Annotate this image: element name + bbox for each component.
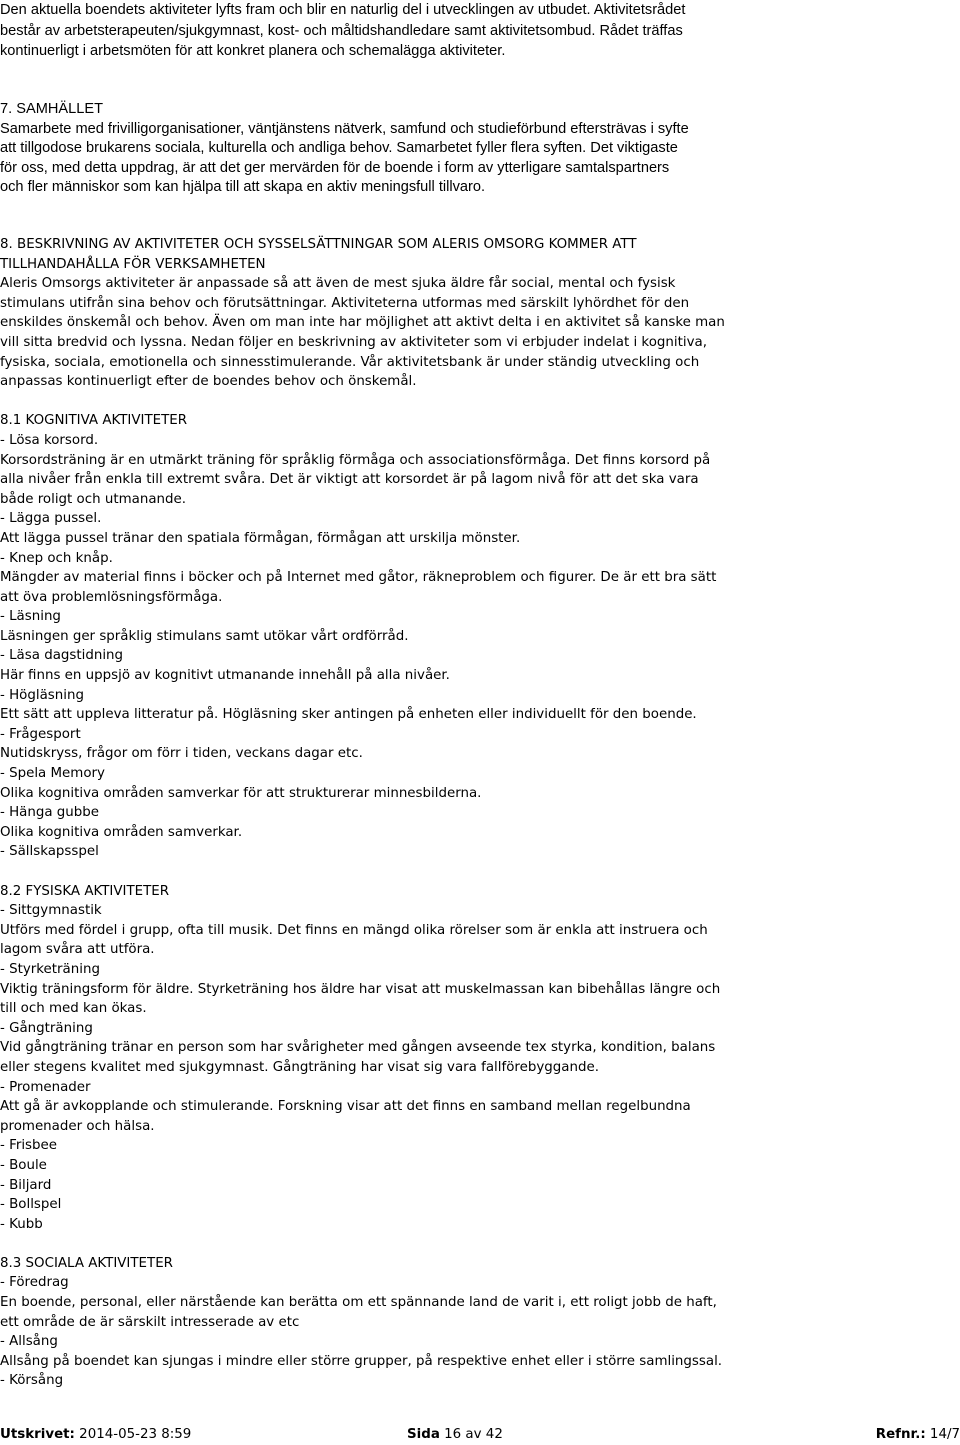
footer-ref-label: Refnr.:: [875, 1427, 926, 1442]
page-footer: [0, 1427, 960, 1445]
footer-page-number: [407, 1427, 503, 1442]
footer-printed-label: Utskrivet:: [0, 1427, 75, 1442]
footer-printed-value: 2014-05-23 8:59: [74, 1427, 192, 1442]
intro-paragraph: Den aktuella boendets aktiviteter lyfts fram och blir en naturlig del i utvecklingen av utbudet. Aktivitetsrådet består av arbetsterapeuten/sjukgymnast, kost- och måltidshandledare samt aktivitetsombud. Rådet träffas kontinuerligt i arbetsmöten för att konkret planera och schemalägga aktiviteter.: [0, 2, 686, 60]
footer-page-label: Sida: [407, 1427, 440, 1442]
footer-ref-value: 14/7: [925, 1427, 960, 1442]
footer-page-value: 16 av 42: [439, 1427, 503, 1442]
footer-printed: [0, 1427, 191, 1442]
footer-reference: [876, 1427, 960, 1442]
section-7-samhallet: 7. SAMHÄLLET Samarbete med frivilligorganisationer, väntjänstens nätverk, samfund och studieförbund eftersträvas i syfte att tillgodose brukarens sociala, kulturella och andliga behov. Samarbetet fyller flera syften. Det viktigaste för oss, med detta uppdrag, är att det ger mervärden för de boende i form av ytterligare samtalspartners och fler människor som kan hjälpa till att skapa en aktiv meningsfull tillvaro.: [0, 101, 689, 196]
section-8-aktiviteter: 8. BESKRIVNING AV AKTIVITETER OCH SYSSELSÄTTNINGAR SOM ALERIS OMSORG KOMMER ATT TILLHANDAHÅLLA FÖR VERKSAMHETEN Aleris Omsorgs aktiviteter är anpassade så att även de mest sjuka äldre får social, mental och fysisk stimulans utifrån sina behov och förutsättningar. Aktiviteterna utformas med särskilt lyhördhet för den enskildes önskemål och behov. Även om man inte har möjlighet att aktivt delta i en aktivitet så kanske man vill sitta bredvid och lyssna. Nedan följer en beskrivning av aktiviteter som vi erbjuder indelat i kognitiva, fysiska, sociala, emotionella och sinnesstimulerande. Vår aktivitetsbank är under ständig utveckling och anpassas kontinuerligt efter de boendes behov och önskemål. 8.1 KOGNITIVA AKTIVITETER - Lösa korsord. Korsordsträning är en utmärkt träning för språklig förmåga och associationsförmåga. Det finns korsord på alla nivåer från enkla till extremt svåra. Det är viktigt att korsordet är på lagom nivå för att det ska vara både roligt och utmanande. - Lägga pussel. Att lägga pussel tränar den spatiala förmågan, förmågan att urskilja mönster. - Knep och knåp. Mängder av material finns i böcker och på Internet med gåtor, räkneproblem och figurer. De är ett bra sätt att öva problemlösningsförmåga. - Läsning Läsningen ger språklig stimulans samt utökar vårt ordförråd. - Läsa dagstidning Här finns en uppsjö av kognitivt utmanande innehåll på alla nivåer. - Högläsning Ett sätt att uppleva litteratur på. Högläsning sker antingen på enheten eller individuellt för den boende. - Frågesport Nutidskryss, frågor om förr i tiden, veckans dagar etc. - Spela Memory Olika kognitiva områden samverkar för att strukturerar minnesbilderna. - Hänga gubbe Olika kognitiva områden samverkar. - Sällskapsspel 8.2 FYSISKA AKTIVITETER - Sittgymnastik Utförs med fördel i grupp, ofta till musik. Det finns en mängd olika rörelser som är enkla att instruera och lagom svåra att utföra. - Styrketräning Viktig träningsform för äldre. Styrketräning hos äldre har visat att muskelmassan kan bibehållas längre och till och med kan ökas. - Gångträning Vid gångträning tränar en person som har svårigheter med gången avseende tex styrka, kondition, balans eller stegens kvalitet med sjukgymnast. Gångträning har visat sig vara fallförebyggande. - Promenader Att gå är avkopplande och stimulerande. Forskning visar att det finns en samband mellan regelbundna promenader och hälsa. - Frisbee - Boule - Biljard - Bollspel - Kubb 8.3 SOCIALA AKTIVITETER - Föredrag En boende, personal, eller närstående kan berätta om ett spännande land de varit i, ett roligt jobb de haft, ett område de är särskilt intresserade av etc - Allsång Allsång på boendet kan sjungas i mindre eller större grupper, på respektive enhet eller i större samlingssal. - Körsång: [0, 237, 725, 1389]
